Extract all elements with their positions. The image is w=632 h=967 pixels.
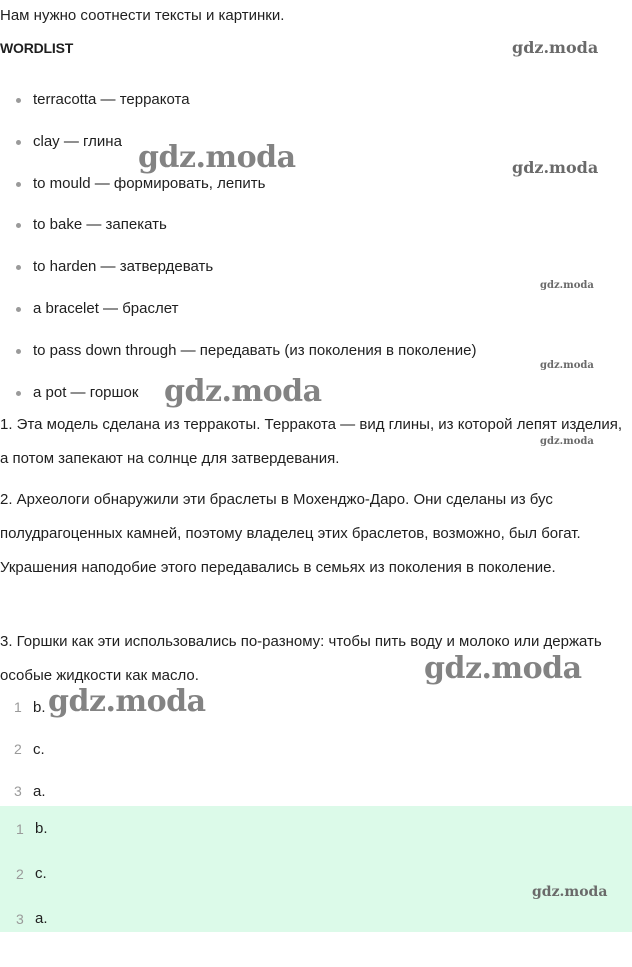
answer-number: 1 [14, 699, 22, 715]
list-item-text: clay — глина [33, 132, 122, 150]
list-item-text: to harden — затвердевать [33, 258, 214, 276]
watermark: gdz.moda [532, 884, 608, 900]
watermark: gdz.moda [540, 360, 594, 371]
bullet-icon [16, 349, 21, 354]
watermark: gdz.moda [164, 374, 322, 409]
wordlist [0, 88, 476, 422]
answer-number: 3 [16, 910, 24, 927]
answer-row [0, 728, 632, 770]
list-item [0, 339, 476, 381]
answer-number: 3 [14, 783, 22, 799]
answer-row [0, 851, 632, 896]
bullet-icon [16, 391, 21, 396]
list-item-text: a pot — горшок [33, 383, 139, 401]
answer-row [0, 896, 632, 941]
paragraph-3: 3. Горшки как эти использовались по-разному: чтобы пить воду и молоко или держать особые жидкости как масло. [0, 633, 602, 684]
answer-value: c. [35, 865, 47, 882]
bullet-icon [16, 265, 21, 270]
watermark: gdz.moda [512, 158, 599, 177]
answer-list [0, 686, 632, 812]
list-item [0, 88, 476, 130]
paragraph-1: 1. Эта модель сделана из терракоты. Терракота — вид глины, из которой лепят изделия, а потом запекают на солнце для затвердевания. [0, 416, 623, 467]
list-item-text: terracotta — терракота [33, 91, 190, 108]
watermark: gdz.moda [48, 684, 206, 719]
highlighted-answer-list [0, 806, 632, 941]
answer-number: 2 [16, 865, 24, 882]
bullet-icon [16, 223, 21, 228]
watermark: gdz.moda [512, 38, 599, 57]
list-item-text: to pass down through — передавать (из поколения в поколение) [33, 341, 477, 359]
answer-value: c. [33, 740, 45, 758]
watermark: gdz.moda [540, 280, 594, 291]
paragraph-2: 2. Археологи обнаружили эти браслеты в Мохенджо-Даро. Они сделаны из бус полудрагоценных камней, поэтому владелец этих браслетов, возможно, был богат. Украшения наподобие этого передавались в семьях из поколения в поколение. [0, 491, 581, 576]
answer-value: b. [35, 820, 48, 837]
bullet-icon [16, 140, 21, 145]
answer-value: b. [33, 698, 46, 716]
bullet-icon [16, 98, 21, 103]
list-item [0, 130, 476, 172]
answer-number: 1 [16, 820, 24, 837]
answer-row [0, 686, 632, 728]
answer-number: 2 [14, 741, 22, 757]
list-item-text: to bake — запекать [33, 216, 167, 234]
wordlist-heading: WORDLIST [0, 40, 74, 56]
watermark: gdz.moda [424, 651, 582, 686]
intro-text: Нам нужно соотнести тексты и картинки. [0, 7, 285, 24]
answer-value: a. [35, 910, 48, 927]
list-item [0, 255, 476, 297]
answer-row [0, 806, 632, 851]
watermark: gdz.moda [540, 436, 594, 447]
list-item [0, 297, 476, 339]
list-item [0, 213, 476, 255]
answer-value: a. [33, 782, 46, 800]
bullet-icon [16, 182, 21, 187]
bullet-icon [16, 307, 21, 312]
list-item [0, 172, 476, 214]
watermark: gdz.moda [138, 140, 296, 175]
list-item-text: to mould — формировать, лепить [33, 174, 266, 192]
list-item-text: a bracelet — браслет [33, 299, 179, 317]
